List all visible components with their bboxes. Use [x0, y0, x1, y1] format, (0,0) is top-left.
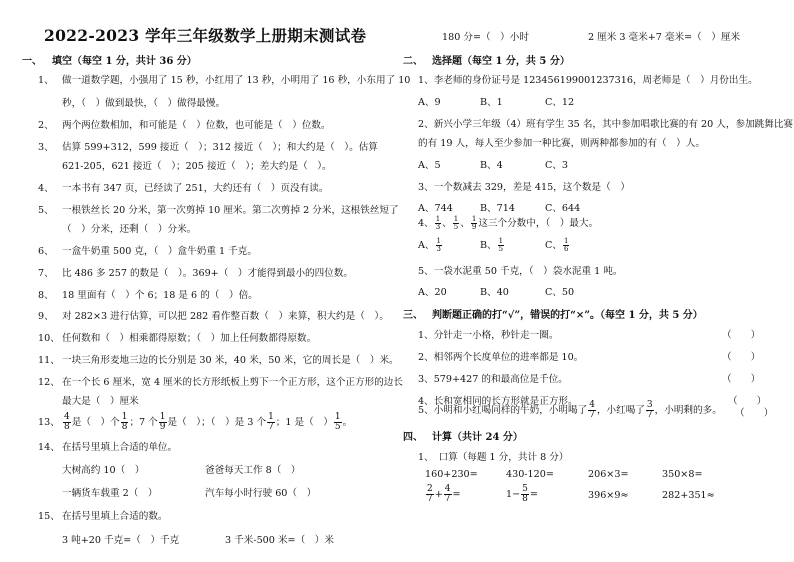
c4-option-c: C、 $\frac{1}{6}$	[545, 237, 569, 253]
q15-text: 在括号里填上合适的数。	[62, 511, 168, 522]
section-1-title: 填空（每空 1 分，共计 36 分）	[52, 56, 197, 67]
c1-option-c: C、12	[545, 97, 575, 108]
c1-text: 1、李老师的身份证号是 123456199001237316，周老师是（ ）月份出生。	[418, 75, 758, 86]
c4-option-b: B、 $\frac{1}{5}$	[480, 237, 504, 253]
q4-text: 一本书有 347 页，已经读了 251，大约还有（ ）页没有读。	[62, 183, 329, 194]
j3-answer: （ ）	[722, 374, 761, 385]
q1-number: 1、	[38, 75, 54, 86]
q3-number: 3、	[38, 142, 54, 153]
c2-option-a: A、5	[418, 160, 441, 171]
c4-fraction-1: $\frac{1}{3}$	[435, 215, 441, 231]
c2-option-c: C、3	[545, 160, 569, 171]
q7-text: 比 486 多 257 的数是（ ）。369+（ ）才能得到最小的四位数。	[62, 268, 354, 279]
q1-line2: 秒，（ ）做到最快，（ ）做得最慢。	[62, 98, 226, 109]
q6-text: 一盒牛奶重 500 克，（ ）盒牛奶重 1 千克。	[62, 246, 257, 257]
section-2-number: 二、	[403, 56, 423, 67]
q3-line2: 621-205，621 接近（ ）；205 接近（ ）；差大约是（ ）。	[62, 161, 332, 172]
q15-item-b: 3 千米-500 米=（ ）米	[225, 535, 334, 546]
c2-line2: 的有 19 人，每人至少参加一种比赛，则两种都参加的有（ ）人。	[418, 138, 705, 149]
c3-option-a: A、744	[418, 203, 453, 214]
q13-fraction-5: $\frac{1}{5}$	[334, 412, 341, 432]
c4-option-a: A、 $\frac{1}{3}$	[418, 237, 441, 253]
j5-answer: （ ）	[735, 408, 774, 419]
q13-fraction-1: $\frac{4}{8}$	[64, 412, 70, 432]
q7-number: 7、	[38, 268, 54, 279]
c5-option-a: A、20	[418, 287, 447, 298]
c4-text: 4、 $\frac{1}{3}$ 、 $\frac{1}{5}$ 、 $\frac{1}{9}$ 这三个分数中，（ ）最大。	[418, 215, 599, 231]
q13-number: 13、	[38, 417, 60, 428]
section-3-number: 三、	[403, 310, 423, 321]
section-4-title: 计算（共计 24 分）	[432, 432, 523, 443]
j3-text: 3、579+427 的和最高位是千位。	[418, 374, 568, 385]
q9-text: 对 282×3 进行估算，可以把 282 看作整百数（ ）来算，积大约是（ ）。	[62, 311, 389, 322]
calc-item-5: $\frac{2}{7}$ + $\frac{4}{7}$ =	[427, 484, 461, 504]
q14-item-b: 爸爸每天工作 8（ ）	[205, 465, 301, 476]
c1-option-b: B、1	[480, 97, 503, 108]
calc-item-8: 282+351≈	[662, 490, 715, 501]
q1-line1: 做一道数学题，小强用了 15 秒，小红用了 13 秒，小明用了 16 秒，小东用了 10	[62, 75, 411, 86]
j5-fraction-2: $\frac{3}{7}$	[646, 400, 653, 420]
j5-fraction-1: $\frac{4}{7}$	[589, 400, 595, 420]
j1-answer: （ ）	[722, 330, 761, 341]
q2-number: 2、	[38, 120, 54, 131]
q14-number: 14、	[38, 442, 60, 453]
calc-subtitle: 1、 口算（每题 1 分，共计 8 分）	[418, 452, 569, 463]
calc-item-3: 206×3=	[588, 469, 629, 480]
right-top-item-2: 2 厘米 3 毫米+7 毫米=（ ）厘米	[588, 32, 741, 43]
q5-number: 5、	[38, 205, 54, 216]
q11-text: 一块三角形麦地三边的长分别是 30 米，40 米，50 米，它的周长是（ ）米。	[62, 355, 399, 366]
q15-item-a: 3 吨+20 千克=（ ）千克	[62, 535, 180, 546]
q13-fraction-2: $\frac{1}{8}$	[121, 412, 128, 432]
calc-item-6: 1− $\frac{5}{8}$ =	[506, 484, 538, 504]
j2-answer: （ ）	[722, 352, 761, 363]
j5-text: 5、小明和小红喝同样的牛奶，小明喝了 $\frac{4}{7}$ ，小红喝了 $\frac{3}{7}$ ，小明剩的多。	[418, 400, 722, 420]
q11-number: 11、	[38, 355, 60, 366]
calc-item-7: 396×9≈	[588, 490, 629, 501]
section-4-number: 四、	[403, 432, 423, 443]
section-1-number: 一、	[22, 56, 42, 67]
q15-number: 15、	[38, 511, 60, 522]
q4-number: 4、	[38, 183, 54, 194]
q12-number: 12、	[38, 377, 60, 388]
j1-text: 1、分针走一小格，秒针走一圈。	[418, 330, 559, 341]
j4-answer: （ ）	[728, 396, 767, 407]
q14-item-a: 大树高约 10（ ）	[62, 465, 145, 476]
q6-number: 6、	[38, 246, 54, 257]
c5-option-c: C、50	[545, 287, 575, 298]
q2-text: 两个两位数相加，和可能是（ ）位数，也可能是（ ）位数。	[62, 120, 331, 131]
c1-option-a: A、9	[418, 97, 441, 108]
c4-fraction-3: $\frac{1}{9}$	[471, 215, 477, 231]
q3-line1: 估算 599+312，599 接近（ ）；312 接近（ ）；和大约是（ ）。估算	[62, 142, 378, 153]
c2-option-b: B、4	[480, 160, 503, 171]
j2-text: 2、相邻两个长度单位的进率都是 10。	[418, 352, 584, 363]
calc-item-2: 430-120=	[506, 469, 554, 480]
page-title: 2022-2023 学年三年级数学上册期末测试卷	[44, 26, 367, 45]
c5-text: 5、一袋水泥重 50 千克，（ ）袋水泥重 1 吨。	[418, 266, 623, 277]
q8-text: 18 里面有（ ）个 6；18 是 6 的（ ）倍。	[62, 290, 258, 301]
q14-item-d: 汽车每小时行驶 60（ ）	[205, 488, 317, 499]
c5-option-b: B、40	[480, 287, 509, 298]
c2-line1: 2、新兴小学三年级（4）班有学生 35 名，其中参加唱歌比赛的有 20 人，参加跳舞比赛	[418, 119, 794, 130]
q13-text: $\frac{4}{8}$ 是（ ）个 $\frac{1}{8}$ ；7 个 $\frac{1}{9}$ 是（ ）；（ ）是 3 个 $\frac{1}{7}$ ；1 是（ ） $\frac{1}{5}$ 。	[64, 412, 353, 432]
q10-text: 任何数和（ ）相乘都得原数；（ ）加上任何数都得原数。	[62, 333, 317, 344]
q8-number: 8、	[38, 290, 54, 301]
q13-fraction-4: $\frac{1}{7}$	[268, 412, 274, 432]
q13-fraction-3: $\frac{1}{9}$	[159, 412, 166, 432]
c3-option-c: C、644	[545, 203, 581, 214]
q12-line2: 最大是（ ）厘米	[62, 396, 139, 407]
j4-text: 4、长和宽相同的长方形就是正方形。	[418, 396, 578, 407]
c4-fraction-2: $\frac{1}{5}$	[453, 215, 459, 231]
q9-number: 9、	[38, 311, 54, 322]
calc-item-4: 350×8=	[662, 469, 703, 480]
section-2-title: 选择题（每空 1 分，共 5 分）	[432, 56, 570, 67]
q10-number: 10、	[38, 333, 60, 344]
q12-line1: 在一个长 6 厘米，宽 4 厘米的长方形纸板上剪下一个正方形，这个正方形的边长	[62, 377, 403, 388]
q14-item-c: 一辆货车载重 2（ ）	[62, 488, 158, 499]
c3-option-b: B、714	[480, 203, 515, 214]
calc-item-1: 160+230=	[425, 469, 478, 480]
section-3-title: 判断题正确的打“√”，错误的打“×”。（每空 1 分，共 5 分）	[432, 310, 703, 321]
right-top-item-1: 180 分=（ ）小时	[442, 32, 529, 43]
q5-line2: （ ）分米，还剩（ ）分米。	[62, 224, 197, 235]
q5-line1: 一根铁丝长 20 分米，第一次剪掉 10 厘米。第二次剪掉 2 分米，这根铁丝短了	[62, 205, 399, 216]
q14-text: 在括号里填上合适的单位。	[62, 442, 178, 453]
c3-text: 3、一个数减去 329，差是 415，这个数是（ ）	[418, 182, 630, 193]
